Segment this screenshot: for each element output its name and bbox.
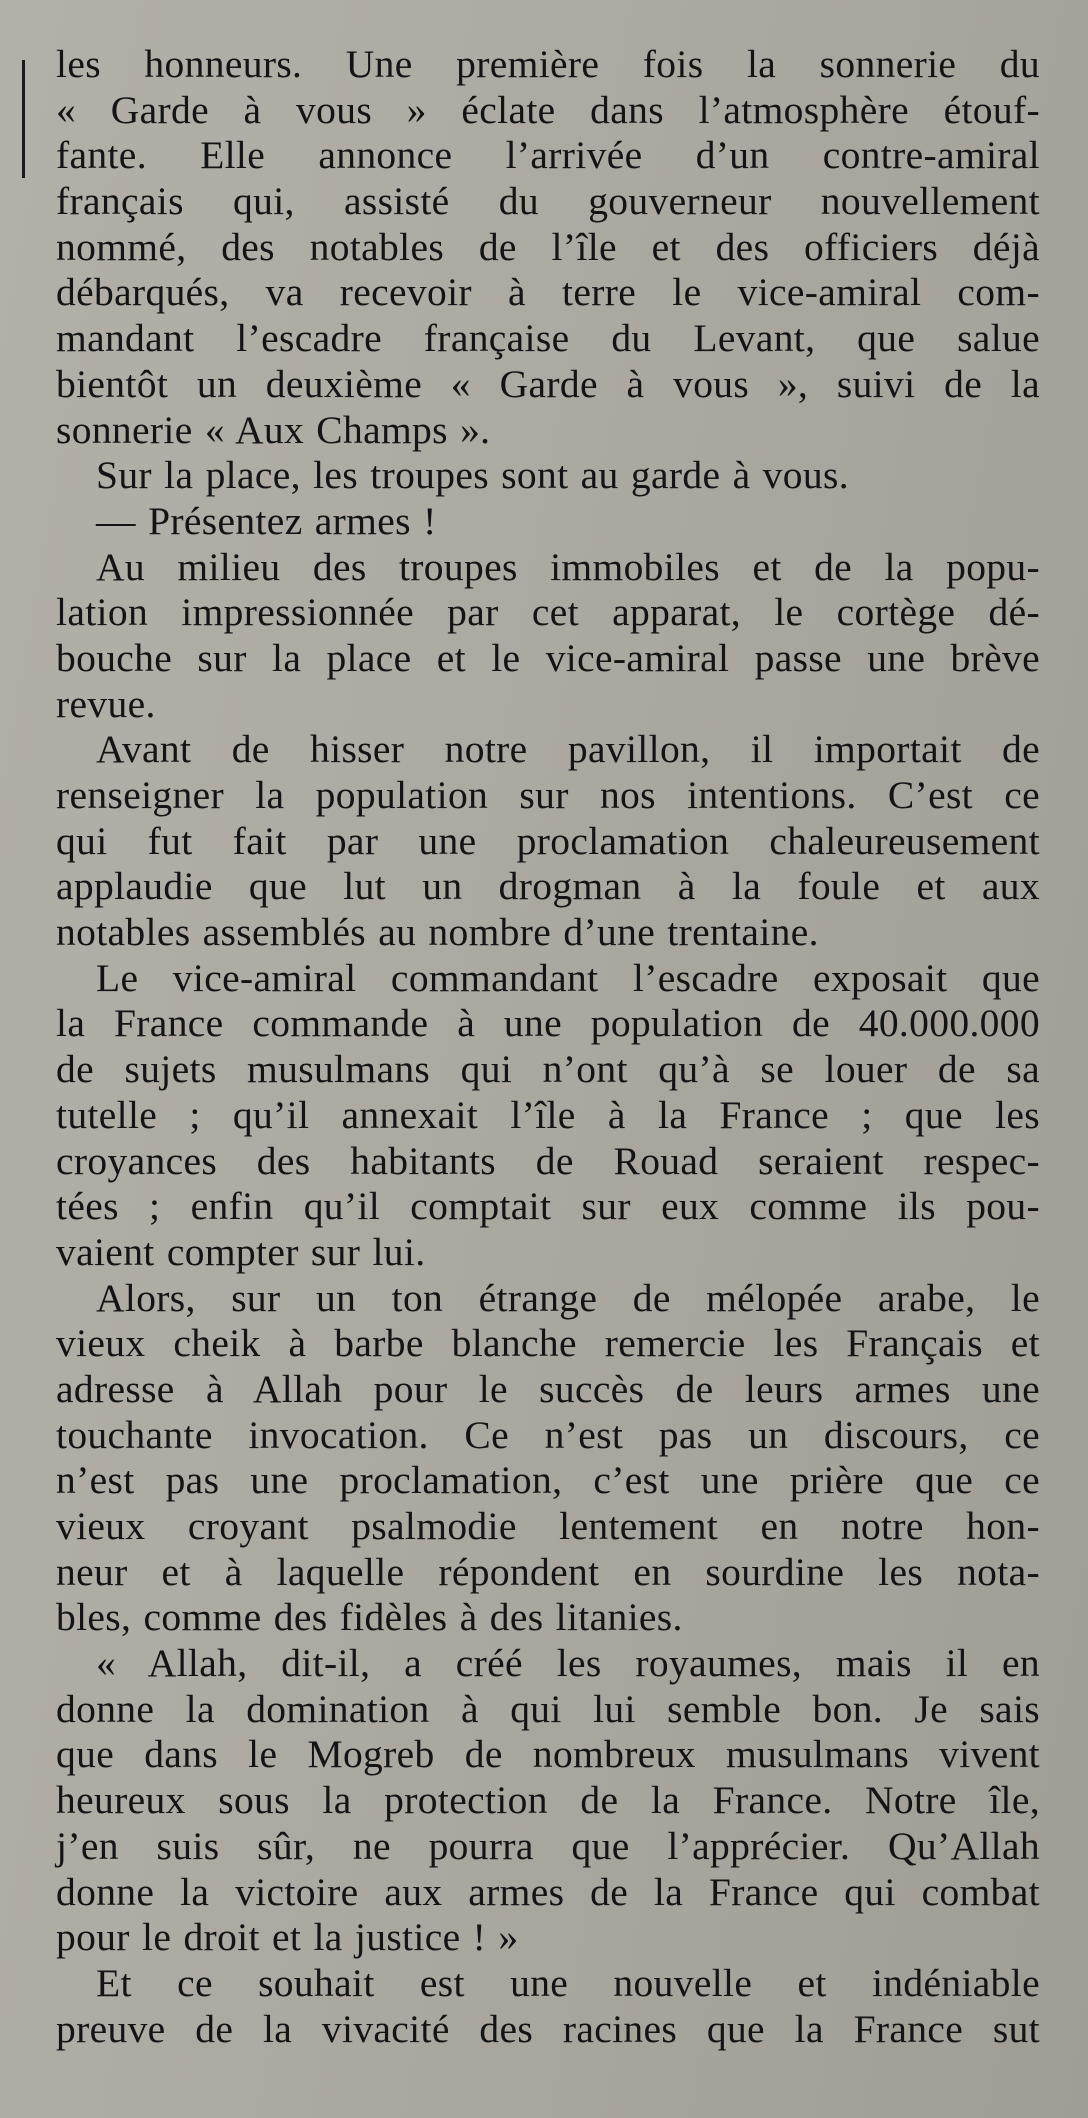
text-line: sonnerie « Aux Champs ». — [56, 407, 491, 452]
text-line: bientôt un deuxième « Garde à vous », suivi de la — [56, 361, 1040, 406]
text-line: fante. Elle annonce l’arrivée d’un contre-amiral — [56, 133, 1040, 178]
text-line: les honneurs. Une première fois la sonnerie du — [56, 42, 1040, 86]
text-line: pour le droit et la justice ! » — [56, 1915, 519, 1960]
text-line: de sujets musulmans qui n’ont qu’à se louer de sa — [56, 1047, 1040, 1092]
text-line: vieux cheik à barbe blanche remercie les Français et — [56, 1321, 1040, 1366]
text-line: vaient compter sur lui. — [56, 1229, 426, 1274]
text-line: Au milieu des troupes immobiles et de la popu- — [96, 544, 1040, 589]
text-line: revue. — [56, 681, 156, 726]
text-line: touchante invocation. Ce n’est pas un discours, ce — [56, 1412, 1040, 1457]
text-line: croyances des habitants de Rouad seraient respec- — [56, 1138, 1040, 1183]
text-line: français qui, assisté du gouverneur nouvellement — [56, 179, 1040, 224]
text-line: Le vice-amiral commandant l’escadre exposait que — [96, 955, 1040, 1000]
text-line: preuve de la vivacité des racines que la France sut — [56, 2006, 1040, 2051]
text-line: n’est pas une proclamation, c’est une prière que ce — [56, 1458, 1040, 1503]
text-line: mandant l’escadre française du Levant, que salue — [56, 316, 1040, 361]
text-line: applaudie que lut un drogman à la foule et aux — [56, 864, 1040, 909]
text-line: donne la victoire aux armes de la France qui combat — [56, 1869, 1040, 1914]
text-line: la France commande à une population de 40.000.000 — [56, 1001, 1040, 1046]
text-line: vieux croyant psalmodie lentement en notre hon- — [56, 1504, 1040, 1548]
text-line: Sur la place, les troupes sont au garde à vous. — [96, 453, 849, 498]
text-line: heureux sous la protection de la France. Notre île, — [56, 1778, 1040, 1823]
text-line: renseigner la population sur nos intentions. C’est ce — [56, 773, 1040, 817]
text-line: bouche sur la place et le vice-amiral passe une brève — [56, 635, 1040, 680]
text-line: bles, comme des fidèles à des litanies. — [56, 1595, 683, 1640]
text-line: Alors, sur un ton étrange de mélopée arabe, le — [96, 1275, 1040, 1320]
text-line: « Allah, dit-il, a créé les royaumes, mais il en — [96, 1641, 1040, 1686]
text-line: tutelle ; qu’il annexait l’île à la France ; que les — [56, 1092, 1040, 1137]
text-line: tées ; enfin qu’il comptait sur eux comme ils pou- — [56, 1184, 1040, 1229]
text-line: que dans le Mogreb de nombreux musulmans vivent — [56, 1732, 1040, 1777]
text-line: lation impressionnée par cet apparat, le cortège dé- — [56, 590, 1040, 635]
margin-bar — [22, 60, 25, 178]
text-line: — Présentez armes ! — [96, 498, 437, 543]
text-line: Avant de hisser notre pavillon, il importait de — [96, 727, 1040, 772]
text-line: débarqués, va recevoir à terre le vice-amiral com- — [56, 270, 1040, 315]
text-line: Et ce souhait est une nouvelle et indéniable — [96, 1960, 1040, 2005]
text-line: j’en suis sûr, ne pourra que l’apprécier. Qu’Allah — [56, 1823, 1040, 1868]
text-line: qui fut fait par une proclamation chaleureusement — [56, 818, 1040, 863]
text-line: donne la domination à qui lui semble bon. Je sais — [56, 1686, 1040, 1731]
body-text — [56, 42, 1040, 2052]
text-line: notables assemblés au nombre d’une trentaine. — [56, 910, 819, 955]
text-line: neur et à laquelle répondent en sourdine les nota- — [56, 1549, 1040, 1594]
text-line: adresse à Allah pour le succès de leurs armes une — [56, 1366, 1040, 1411]
text-line: nommé, des notables de l’île et des officiers déjà — [56, 224, 1040, 269]
text-line: « Garde à vous » éclate dans l’atmosphère étouf- — [56, 87, 1040, 132]
